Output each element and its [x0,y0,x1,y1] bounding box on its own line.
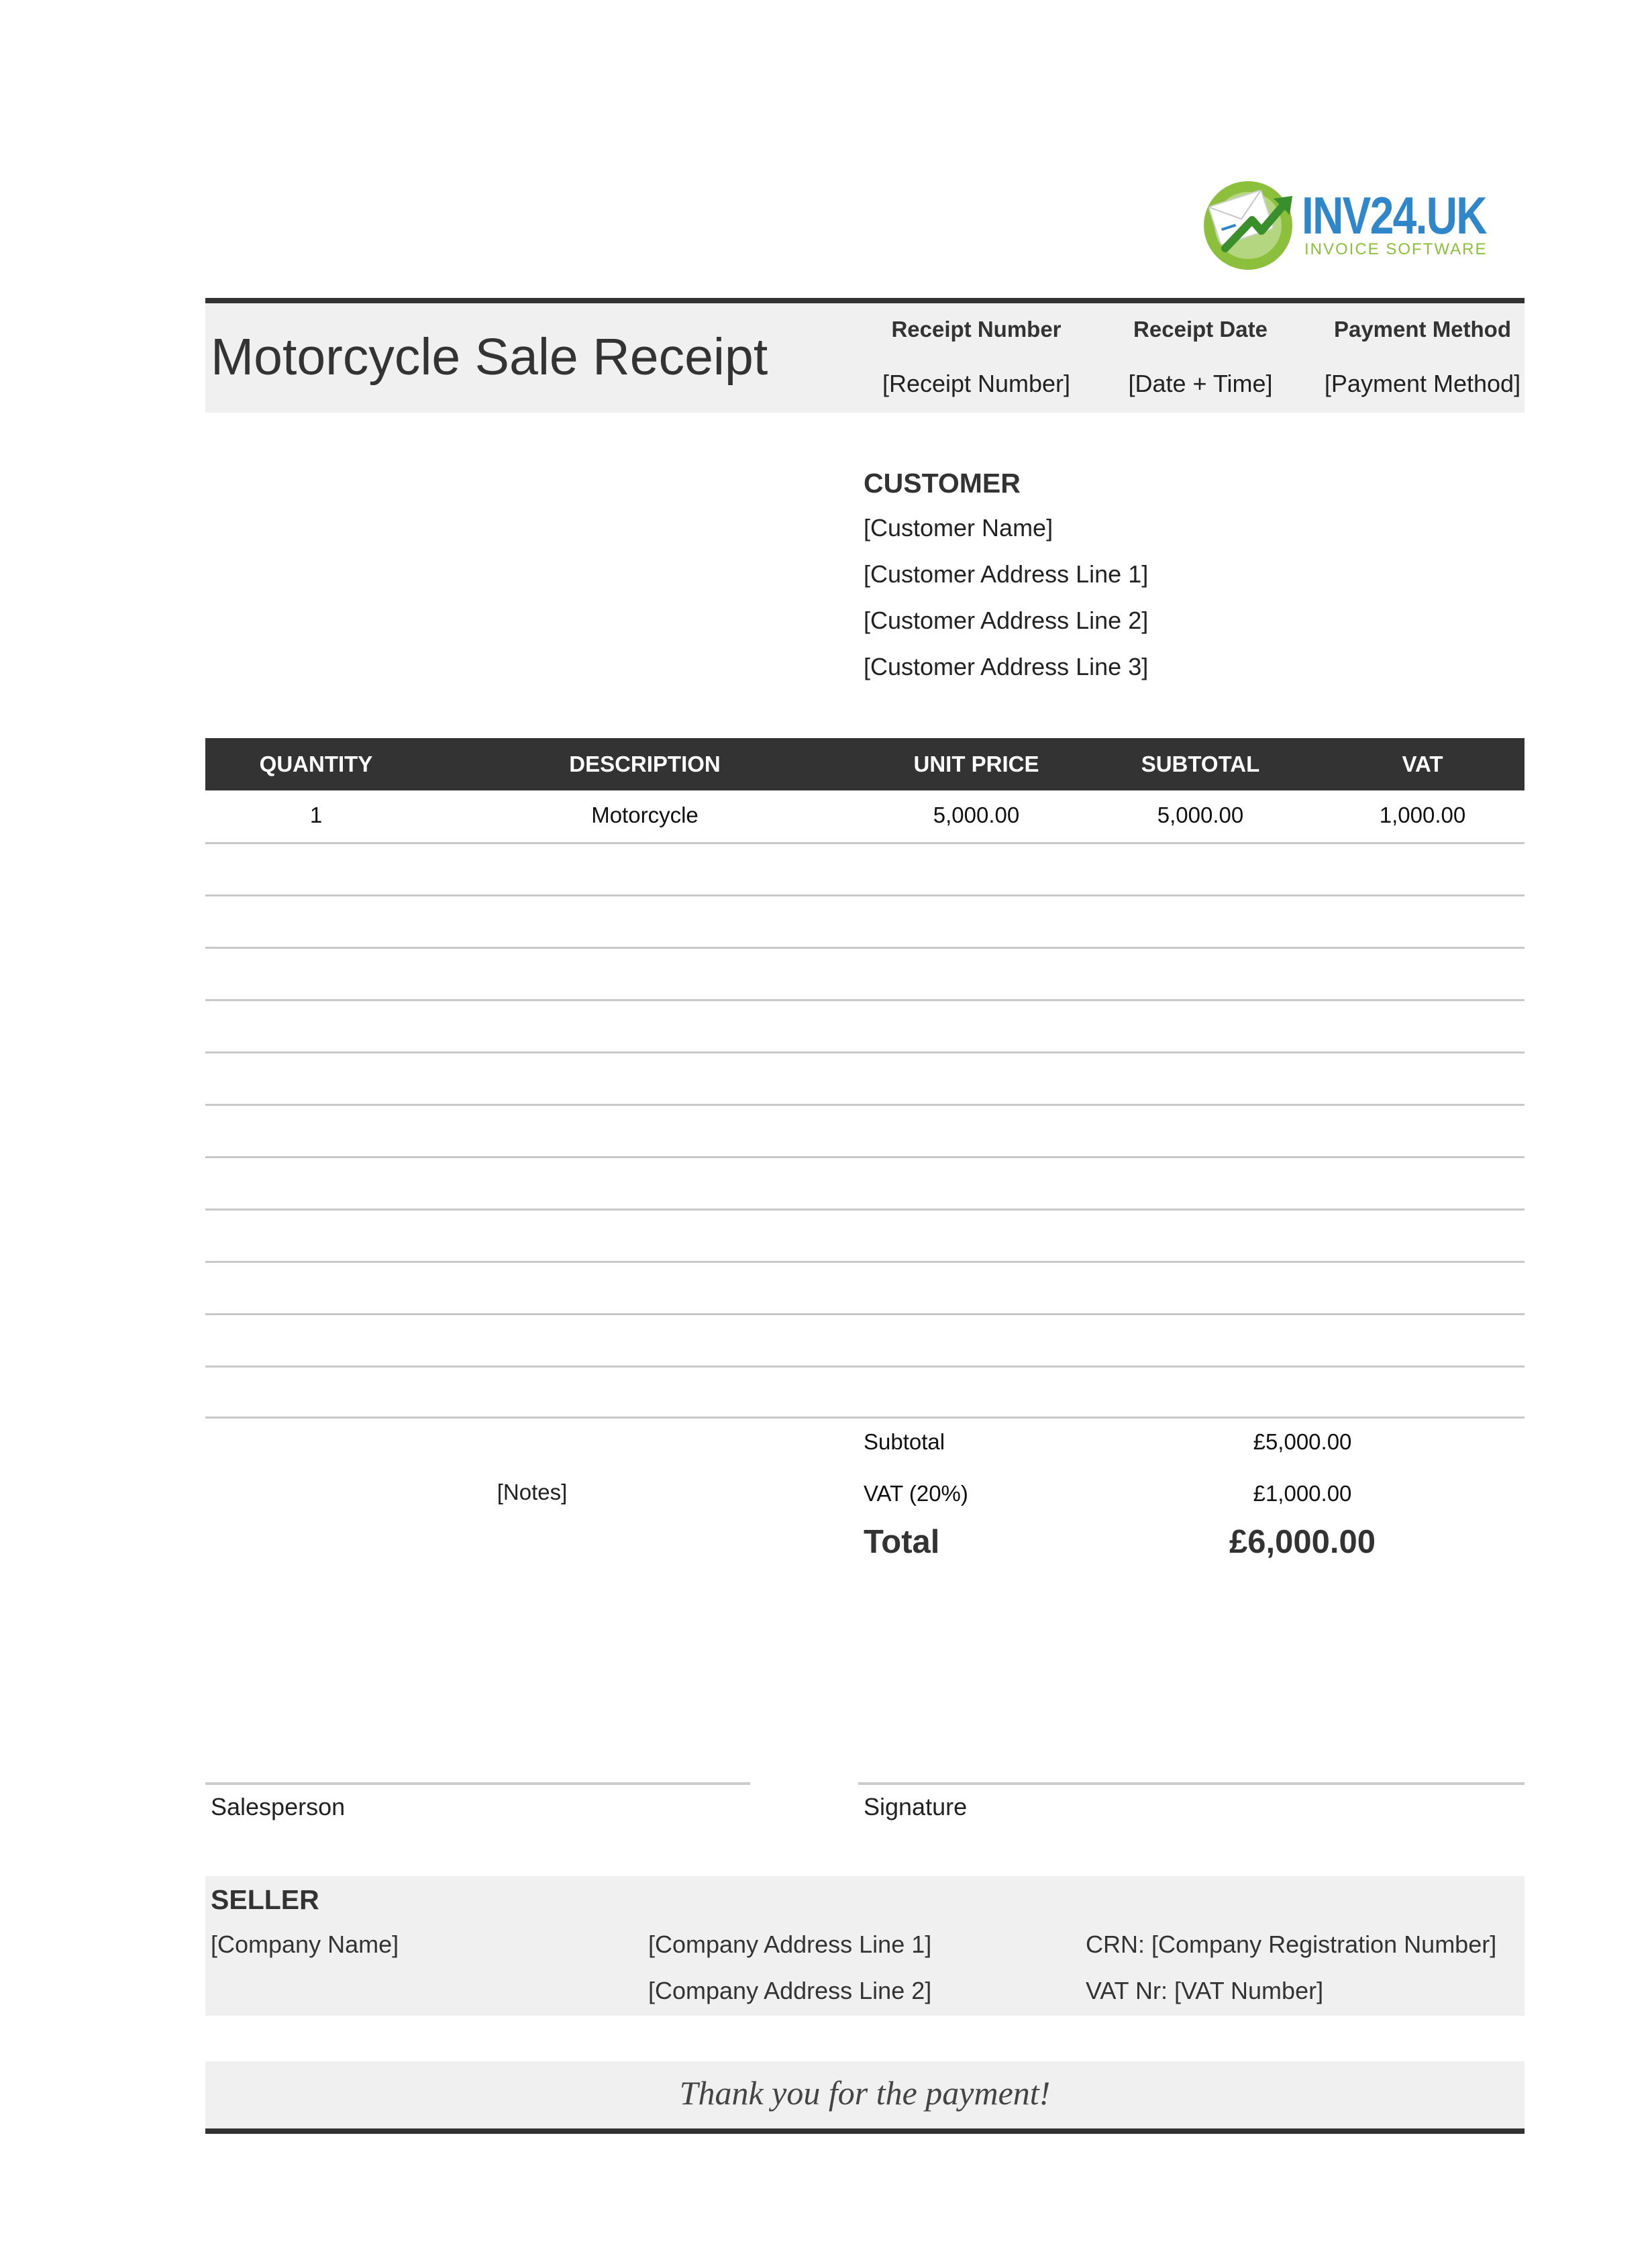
seller-crn: CRN: [Company Registration Number] [1086,1931,1497,1958]
table-row-divider [205,1313,1525,1315]
table-row-divider [205,1156,1525,1158]
payment-method-value: [Payment Method] [1324,370,1521,397]
cell-quantity: 1 [309,803,323,827]
header-top-rule [205,298,1525,303]
customer-heading: CUSTOMER [864,468,1021,499]
total-value: £6,000.00 [1229,1524,1376,1560]
vat-label: VAT (20%) [864,1481,968,1506]
vat-value: £1,000.00 [1253,1481,1352,1506]
receipt-number-value: [Receipt Number] [882,370,1071,397]
table-row-divider [205,1417,1525,1419]
total-label: Total [864,1524,940,1560]
column-header-vat: VAT [1402,752,1443,776]
table-row-divider [205,842,1525,844]
cell-description: Motorcycle [591,803,699,827]
receipt-number-label: Receipt Number [891,317,1062,342]
salesperson-signature-line [205,1782,750,1785]
table-row-divider [205,1366,1525,1368]
receipt-date-label: Receipt Date [1133,317,1268,342]
column-header-subtotal: SUBTOTAL [1141,752,1260,776]
notes-placeholder: [Notes] [497,1480,568,1504]
logo-tagline: INVOICE SOFTWARE [1304,240,1488,258]
page-title: Motorcycle Sale Receipt [211,328,768,386]
customer-address-line-3: [Customer Address Line 3] [864,653,1149,680]
cell-vat: 1,000.00 [1379,803,1466,827]
logo-wordmark: INV24.UK [1302,186,1486,245]
seller-company-name: [Company Name] [211,1931,399,1958]
seller-heading: SELLER [211,1884,319,1915]
cell-unit-price: 5,000.00 [933,803,1020,827]
customer-address-line-2: [Customer Address Line 2] [864,607,1149,634]
seller-address-line-2: [Company Address Line 2] [648,1977,932,2004]
column-header-quantity: QUANTITY [259,752,373,776]
cell-subtotal: 5,000.00 [1157,803,1244,827]
signature-label: Signature [864,1793,968,1820]
thank-you-message: Thank you for the payment! [679,2074,1051,2112]
table-row-divider [205,894,1525,896]
table-row-divider [205,1051,1525,1053]
table-row-divider [205,947,1525,949]
customer-name: [Customer Name] [864,514,1053,542]
customer-address-line-1: [Customer Address Line 1] [864,560,1149,588]
salesperson-label: Salesperson [211,1793,346,1820]
footer-bottom-rule [205,2128,1525,2134]
company-logo [1200,173,1488,274]
receipt-date-value: [Date + Time] [1128,370,1273,397]
seller-vat-number: VAT Nr: [VAT Number] [1086,1977,1324,2004]
subtotal-value: £5,000.00 [1253,1429,1352,1454]
table-row-divider [205,999,1525,1001]
table-row-divider [205,1104,1525,1106]
table-row-divider [205,1261,1525,1263]
customer-signature-line [858,1782,1525,1785]
table-row-divider [205,1209,1525,1211]
subtotal-label: Subtotal [864,1429,945,1454]
column-header-description: DESCRIPTION [569,752,721,776]
payment-method-label: Payment Method [1333,317,1512,342]
envelope-arrow-logo-icon [1200,173,1300,274]
seller-address-line-1: [Company Address Line 1] [648,1931,932,1958]
column-header-unit-price: UNIT PRICE [913,752,1039,776]
